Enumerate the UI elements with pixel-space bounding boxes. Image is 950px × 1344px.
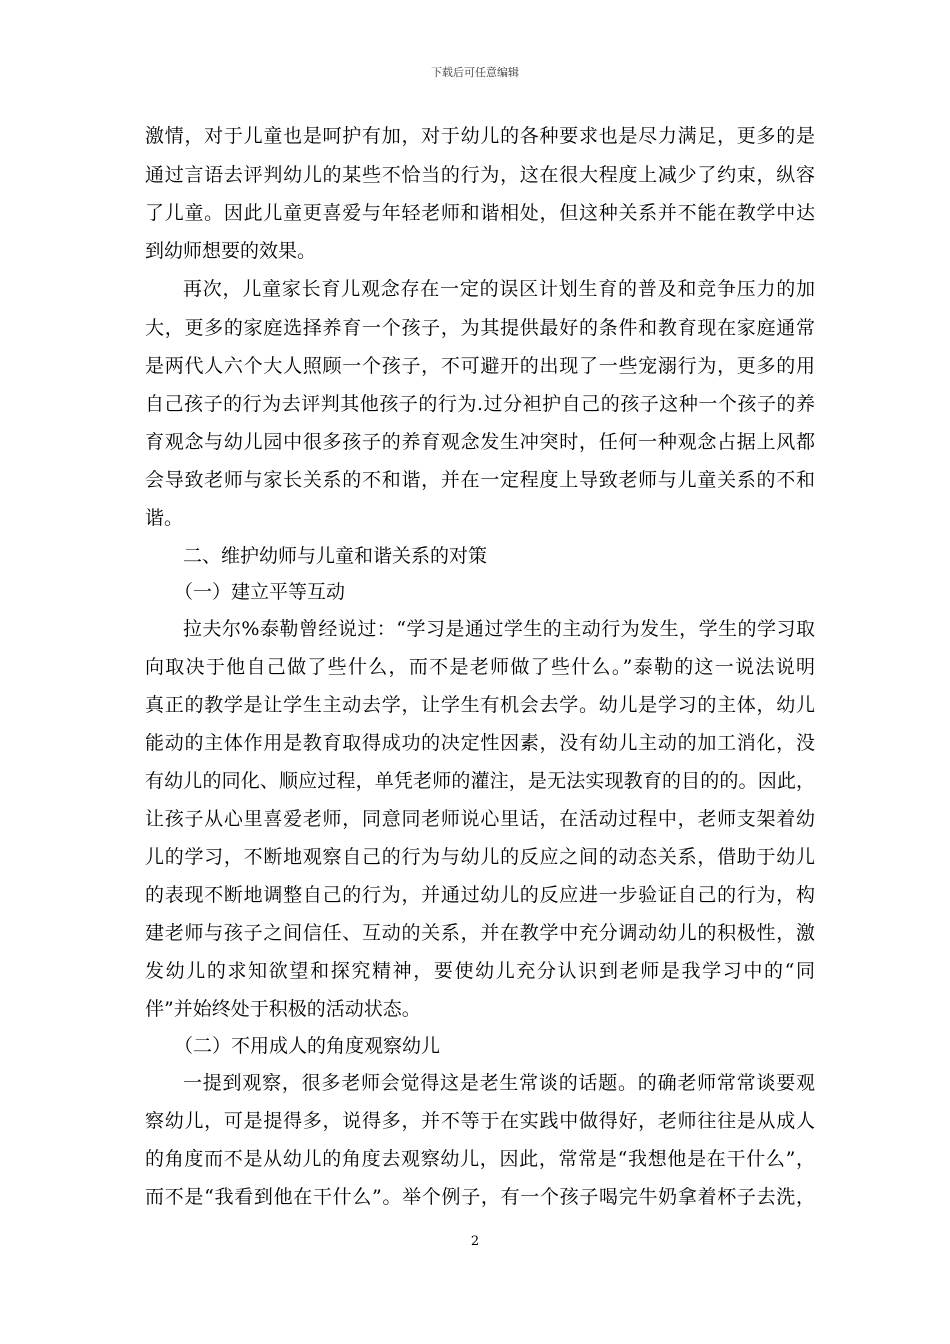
page-header: 下载后可任意编辑 bbox=[431, 66, 519, 79]
text-line: 而不是“我看到他在干什么”。举个例子，有一个孩子喝完牛奶拿着杯子去洗， bbox=[145, 1186, 815, 1208]
text-line: 是两代人六个大人照顾一个孩子，不可避开的出现了一些宠溺行为，更多的用 bbox=[145, 355, 815, 377]
text-line: 大，更多的家庭选择养育一个孩子，为其提供最好的条件和教育现在家庭通常 bbox=[145, 317, 815, 339]
text-line: 的角度而不是从幼儿的角度去观察幼儿，因此，常常是“我想他是在干什么”， bbox=[145, 1148, 815, 1170]
text-line: 谐。 bbox=[145, 507, 184, 529]
text-line: 让孩子从心里喜爱老师，同意同老师说心里话，在活动过程中，老师支架着幼 bbox=[145, 808, 815, 830]
paragraph-first-line: 拉夫尔%泰勒曾经说过：“学习是通过学生的主动行为发生，学生的学习取 bbox=[183, 618, 815, 640]
text-line: 有幼儿的同化、顺应过程，单凭老师的灌注，是无法实现教育的目的的。因此， bbox=[145, 770, 815, 792]
subsection-heading: （一）建立平等互动 bbox=[174, 581, 346, 603]
text-line: 育观念与幼儿园中很多孩子的养育观念发生冲突时，任何一种观念占据上风都 bbox=[145, 431, 815, 453]
text-line: 真正的教学是让学生主动去学，让学生有机会去学。幼儿是学习的主体，幼儿 bbox=[145, 694, 815, 716]
text-line: 激情，对于儿童也是呵护有加，对于幼儿的各种要求也是尽力满足，更多的是 bbox=[145, 125, 815, 147]
text-line: 的表现不断地调整自己的行为，并通过幼儿的反应进一步验证自己的行为，构 bbox=[145, 884, 815, 906]
text-line: 自己孩子的行为去评判其他孩子的行为.过分袒护自己的孩子这种一个孩子的养 bbox=[145, 393, 815, 415]
text-line: 建老师与孩子之间信任、互动的关系，并在教学中充分调动幼儿的积极性，激 bbox=[145, 922, 815, 944]
text-line: 发幼儿的求知欲望和探究精神，要使幼儿充分认识到老师是我学习中的“同 bbox=[145, 960, 815, 982]
paragraph-first-line: 一提到观察，很多老师会觉得这是老生常谈的话题。的确老师常常谈要观 bbox=[183, 1072, 815, 1094]
text-line: 伴”并始终处于积极的活动状态。 bbox=[145, 998, 421, 1020]
text-line: 通过言语去评判幼儿的某些不恰当的行为，这在很大程度上减少了约束，纵容 bbox=[145, 164, 815, 186]
text-line: 到幼师想要的效果。 bbox=[145, 240, 317, 262]
text-line: 向取决于他自己做了些什么，而不是老师做了些什么。”泰勒的这一说法说明 bbox=[145, 656, 815, 678]
text-line: 儿的学习，不断地观察自己的行为与幼儿的反应之间的动态关系，借助于幼儿 bbox=[145, 846, 815, 868]
page-number: 2 bbox=[470, 1234, 480, 1249]
subsection-heading: （二）不用成人的角度观察幼儿 bbox=[174, 1035, 441, 1057]
text-line: 了儿童。因此儿童更喜爱与年轻老师和谐相处，但这种关系并不能在教学中达 bbox=[145, 202, 815, 224]
text-line: 察幼儿，可是提得多，说得多，并不等于在实践中做得好，老师往往是从成人 bbox=[145, 1110, 815, 1132]
text-line: 会导致老师与家长关系的不和谐，并在一定程度上导致老师与儿童关系的不和 bbox=[145, 469, 815, 491]
paragraph-first-line: 再次，儿童家长育儿观念存在一定的误区计划生育的普及和竞争压力的加 bbox=[183, 278, 815, 300]
text-line: 能动的主体作用是教育取得成功的决定性因素，没有幼儿主动的加工消化，没 bbox=[145, 732, 815, 754]
section-heading: 二、维护幼师与儿童和谐关系的对策 bbox=[183, 545, 488, 567]
